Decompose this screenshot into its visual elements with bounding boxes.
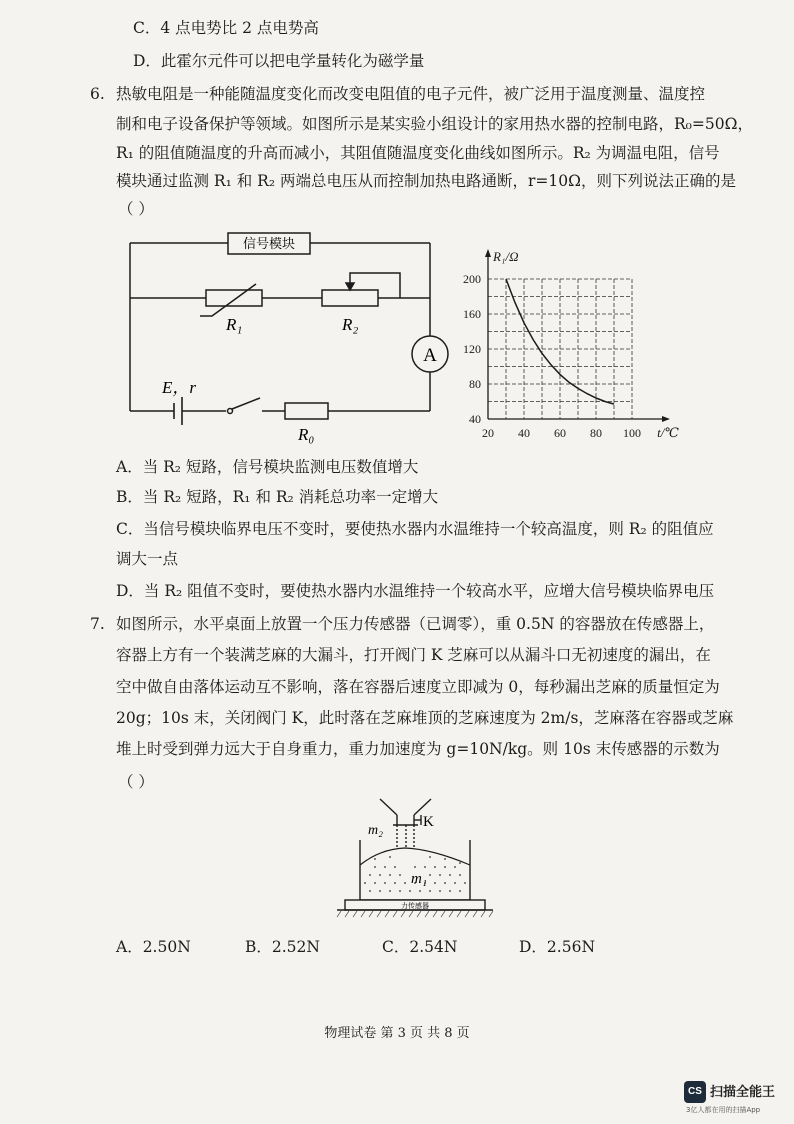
q6-option-c: C．当信号模块临界电压不变时，要使热水器内水温维持一个较高温度，则 R₂ 的阻值应 xyxy=(116,520,714,538)
m1-label: m₁ xyxy=(411,871,428,887)
q7-stem-line-2: 容器上方有一个装满芝麻的大漏斗，打开阀门 K 芝麻可以从漏斗口无初速度的漏出，在 xyxy=(116,646,711,664)
q6-stem-line-4: 模块通过监测 R₁ 和 R₂ 两端总电压从而控制加热电路通断，r=10Ω，则下列说法正确的是 xyxy=(116,172,736,190)
q7-stem-line-3: 空中做自由落体运动互不影响，落在容器后速度立即减为 0，每秒漏出芝麻的质量恒定为 xyxy=(116,678,720,696)
q6-option-d: D．当 R₂ 阻值不变时，要使热水器内水温维持一个较高水平，应增大信号模块临界电压 xyxy=(116,582,715,600)
q7-answer-blank: （ ） xyxy=(118,773,154,791)
q6-circuit-diagram xyxy=(120,228,450,448)
x-tick-label: 20 xyxy=(482,426,494,440)
camscanner-logo-icon: CS xyxy=(684,1081,706,1103)
page-footer: 物理试卷 第 3 页 共 8 页 xyxy=(324,1026,470,1041)
y-tick-label: 160 xyxy=(463,307,481,321)
q6-stem-line-3: R₁ 的阻值随温度的升高而减小，其阻值随温度变化曲线如图所示。R₂ 为调温电阻，信号 xyxy=(116,144,720,162)
r1-label: R₁ xyxy=(226,315,243,334)
y-axis-arrow-icon xyxy=(485,249,491,257)
valve-k-label: K xyxy=(423,814,434,830)
q6-option-a: A．当 R₂ 短路，信号模块监测电压数值增大 xyxy=(116,458,419,476)
x-tick-label: 100 xyxy=(623,426,641,440)
y-axis-label: R₁/Ω xyxy=(493,249,519,264)
q6-option-c-cont: 调大一点 xyxy=(116,550,179,568)
q6-number: 6. xyxy=(90,85,105,103)
q7-stem-line-4: 20g；10s 末，关闭阀门 K，此时落在芝麻堆顶的芝麻速度为 2m/s，芝麻落在容器或芝麻 xyxy=(116,709,734,727)
r2-label: R₂ xyxy=(342,315,359,334)
y-tick-label: 40 xyxy=(469,412,481,426)
q7-funnel-container-diagram xyxy=(335,795,495,925)
x-tick-label: 40 xyxy=(518,426,530,440)
q6-stem-line-1: 热敏电阻是一种能随温度变化而改变电阻值的电子元件，被广泛用于温度测量、温度控 xyxy=(116,85,706,103)
signal-module-label: 信号模块 xyxy=(242,236,296,251)
q7-option-d: D．2.56N xyxy=(519,938,596,956)
q5-option-c: C．4 点电势比 2 点电势高 xyxy=(133,19,319,37)
sensor-label: 力传感器 xyxy=(401,902,429,910)
y-tick-label: 200 xyxy=(463,272,481,286)
m2-label: m₂ xyxy=(368,823,383,838)
ammeter-label: A xyxy=(423,345,437,366)
x-axis-label: t/℃ xyxy=(657,425,679,440)
q7-stem-line-5: 堆上时受到弹力远大于自身重力，重力加速度为 g=10N/kg。则 10s 末传感器的示数为 xyxy=(116,740,720,758)
q7-stem-line-1: 如图所示，水平桌面上放置一个压力传感器（已调零），重 0.5N 的容器放在传感器上， xyxy=(116,615,715,633)
x-tick-label: 60 xyxy=(554,426,566,440)
camscanner-name: 扫描全能王 xyxy=(710,1085,776,1100)
x-axis-arrow-icon xyxy=(662,416,670,422)
q6-option-b: B．当 R₂ 短路，R₁ 和 R₂ 消耗总功率一定增大 xyxy=(116,488,439,506)
q7-option-a: A．2.50N xyxy=(116,938,191,956)
q6-stem-line-2: 制和电子设备保护等领域。如图所示是某实验小组设计的家用热水器的控制电路，R₀=50Ω， xyxy=(116,115,753,133)
q7-number: 7. xyxy=(90,615,105,633)
x-tick-label: 80 xyxy=(590,426,602,440)
source-label: E，r xyxy=(162,378,196,397)
y-tick-label: 120 xyxy=(463,342,481,356)
camscanner-slogan: 3亿人都在用的扫描App xyxy=(686,1106,761,1114)
q5-option-d: D．此霍尔元件可以把电学量转化为磁学量 xyxy=(133,52,425,70)
q6-answer-blank: （ ） xyxy=(118,200,154,218)
y-tick-label: 80 xyxy=(469,377,481,391)
q7-option-b: B．2.52N xyxy=(245,938,320,956)
r0-label: R₀ xyxy=(298,425,315,444)
q6-r1-temperature-chart xyxy=(450,238,700,444)
q7-option-c: C．2.54N xyxy=(382,938,458,956)
